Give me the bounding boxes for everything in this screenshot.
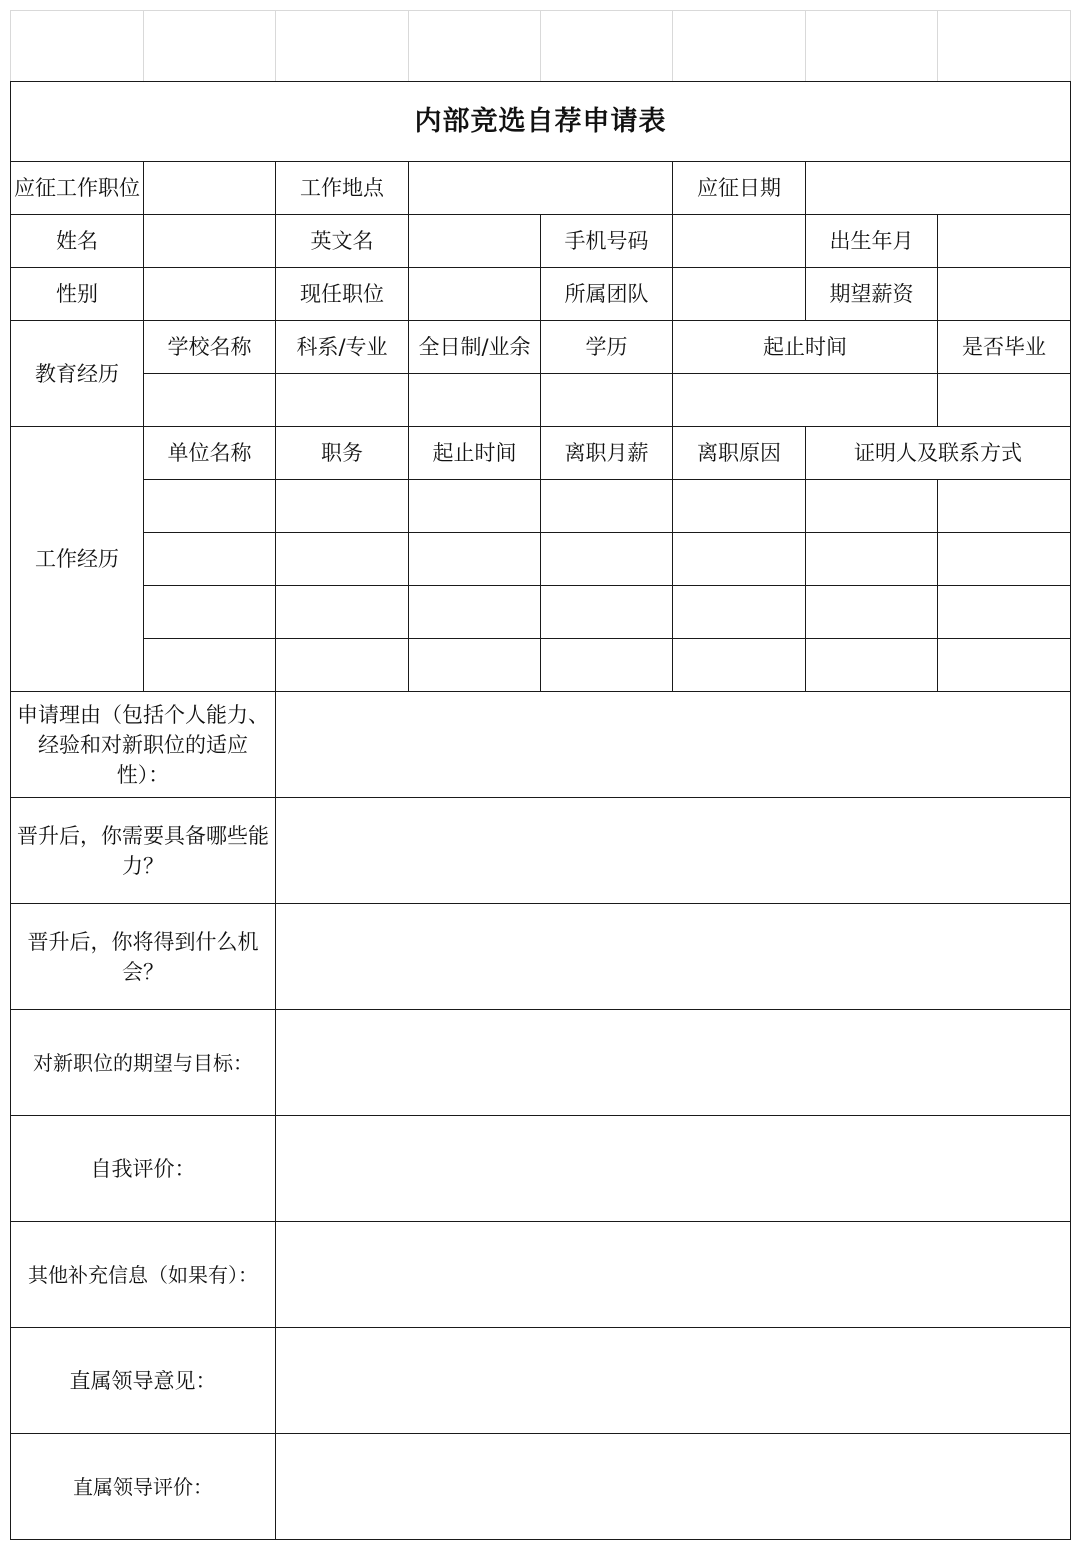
grid-cell[interactable] <box>276 11 409 82</box>
grid-cell[interactable] <box>673 11 806 82</box>
work-cell[interactable] <box>276 480 409 533</box>
education-header: 学历 <box>541 321 673 374</box>
field-gender[interactable] <box>144 268 276 321</box>
question-application-reason: 申请理由（包括个人能力、经验和对新职位的适应性）： <box>11 692 276 798</box>
work-cell[interactable] <box>541 586 673 639</box>
grid-cell[interactable] <box>144 11 276 82</box>
label-team: 所属团队 <box>541 268 673 321</box>
field-team[interactable] <box>673 268 806 321</box>
work-cell[interactable] <box>673 480 806 533</box>
label-work-location: 工作地点 <box>276 162 409 215</box>
work-cell[interactable] <box>806 586 938 639</box>
work-header: 起止时间 <box>409 427 541 480</box>
work-cell[interactable] <box>938 480 1071 533</box>
answer-self-evaluation[interactable] <box>276 1116 1071 1222</box>
education-cell[interactable] <box>409 374 541 427</box>
education-section-label: 教育经历 <box>11 321 144 427</box>
work-header: 离职月薪 <box>541 427 673 480</box>
field-apply-date[interactable] <box>806 162 1071 215</box>
answer-application-reason[interactable] <box>276 692 1071 798</box>
label-apply-date: 应征日期 <box>673 162 806 215</box>
question-opportunities: 晋升后，你将得到什么机会？ <box>11 904 276 1010</box>
form-title: 内部竞选自荐申请表 <box>11 82 1071 162</box>
question-supervisor-evaluation: 直属领导评价： <box>11 1434 276 1540</box>
education-header: 学校名称 <box>144 321 276 374</box>
answer-required-abilities[interactable] <box>276 798 1071 904</box>
work-cell[interactable] <box>938 639 1071 692</box>
work-cell[interactable] <box>673 639 806 692</box>
work-cell[interactable] <box>806 480 938 533</box>
work-cell[interactable] <box>806 533 938 586</box>
field-position-applied[interactable] <box>144 162 276 215</box>
grid-cell[interactable] <box>806 11 938 82</box>
work-section-label: 工作经历 <box>11 427 144 692</box>
work-header: 职务 <box>276 427 409 480</box>
work-cell[interactable] <box>541 480 673 533</box>
grid-cell[interactable] <box>11 11 144 82</box>
label-name: 姓名 <box>11 215 144 268</box>
grid-cell[interactable] <box>409 11 541 82</box>
label-expected-salary: 期望薪资 <box>806 268 938 321</box>
answer-expectations-goals[interactable] <box>276 1010 1071 1116</box>
education-cell[interactable] <box>144 374 276 427</box>
education-cell[interactable] <box>541 374 673 427</box>
field-phone[interactable] <box>673 215 806 268</box>
work-cell[interactable] <box>541 533 673 586</box>
work-cell[interactable] <box>409 480 541 533</box>
education-header: 科系/专业 <box>276 321 409 374</box>
work-header: 证明人及联系方式 <box>806 427 1071 480</box>
work-cell[interactable] <box>409 639 541 692</box>
work-cell[interactable] <box>144 533 276 586</box>
answer-supervisor-opinion[interactable] <box>276 1328 1071 1434</box>
work-cell[interactable] <box>144 586 276 639</box>
work-cell[interactable] <box>806 639 938 692</box>
question-expectations-goals: 对新职位的期望与目标： <box>11 1010 276 1116</box>
work-cell[interactable] <box>144 639 276 692</box>
work-cell[interactable] <box>276 533 409 586</box>
education-cell[interactable] <box>276 374 409 427</box>
work-cell[interactable] <box>673 533 806 586</box>
education-cell[interactable] <box>938 374 1071 427</box>
work-header: 单位名称 <box>144 427 276 480</box>
education-header: 是否毕业 <box>938 321 1071 374</box>
answer-additional-info[interactable] <box>276 1222 1071 1328</box>
answer-supervisor-evaluation[interactable] <box>276 1434 1071 1540</box>
label-position-applied: 应征工作职位 <box>11 162 144 215</box>
field-work-location[interactable] <box>409 162 673 215</box>
question-supervisor-opinion: 直属领导意见： <box>11 1328 276 1434</box>
work-cell[interactable] <box>938 586 1071 639</box>
label-gender: 性别 <box>11 268 144 321</box>
question-self-evaluation: 自我评价： <box>11 1116 276 1222</box>
application-form <box>10 81 1071 1540</box>
education-header: 起止时间 <box>673 321 938 374</box>
label-birth-date: 出生年月 <box>806 215 938 268</box>
label-phone: 手机号码 <box>541 215 673 268</box>
work-cell[interactable] <box>409 586 541 639</box>
education-cell[interactable] <box>673 374 938 427</box>
field-english-name[interactable] <box>409 215 541 268</box>
work-cell[interactable] <box>276 639 409 692</box>
label-current-position: 现任职位 <box>276 268 409 321</box>
question-required-abilities: 晋升后，你需要具备哪些能力？ <box>11 798 276 904</box>
field-expected-salary[interactable] <box>938 268 1071 321</box>
answer-opportunities[interactable] <box>276 904 1071 1010</box>
work-cell[interactable] <box>673 586 806 639</box>
work-cell[interactable] <box>938 533 1071 586</box>
grid-cell[interactable] <box>938 11 1071 82</box>
label-english-name: 英文名 <box>276 215 409 268</box>
work-cell[interactable] <box>276 586 409 639</box>
work-cell[interactable] <box>409 533 541 586</box>
work-cell[interactable] <box>144 480 276 533</box>
grid-cell[interactable] <box>541 11 673 82</box>
question-additional-info: 其他补充信息（如果有）： <box>11 1222 276 1328</box>
field-name[interactable] <box>144 215 276 268</box>
field-current-position[interactable] <box>409 268 541 321</box>
work-header: 离职原因 <box>673 427 806 480</box>
work-cell[interactable] <box>541 639 673 692</box>
spreadsheet-gridlines <box>10 10 1071 82</box>
education-header: 全日制/业余 <box>409 321 541 374</box>
field-birth-date[interactable] <box>938 215 1071 268</box>
